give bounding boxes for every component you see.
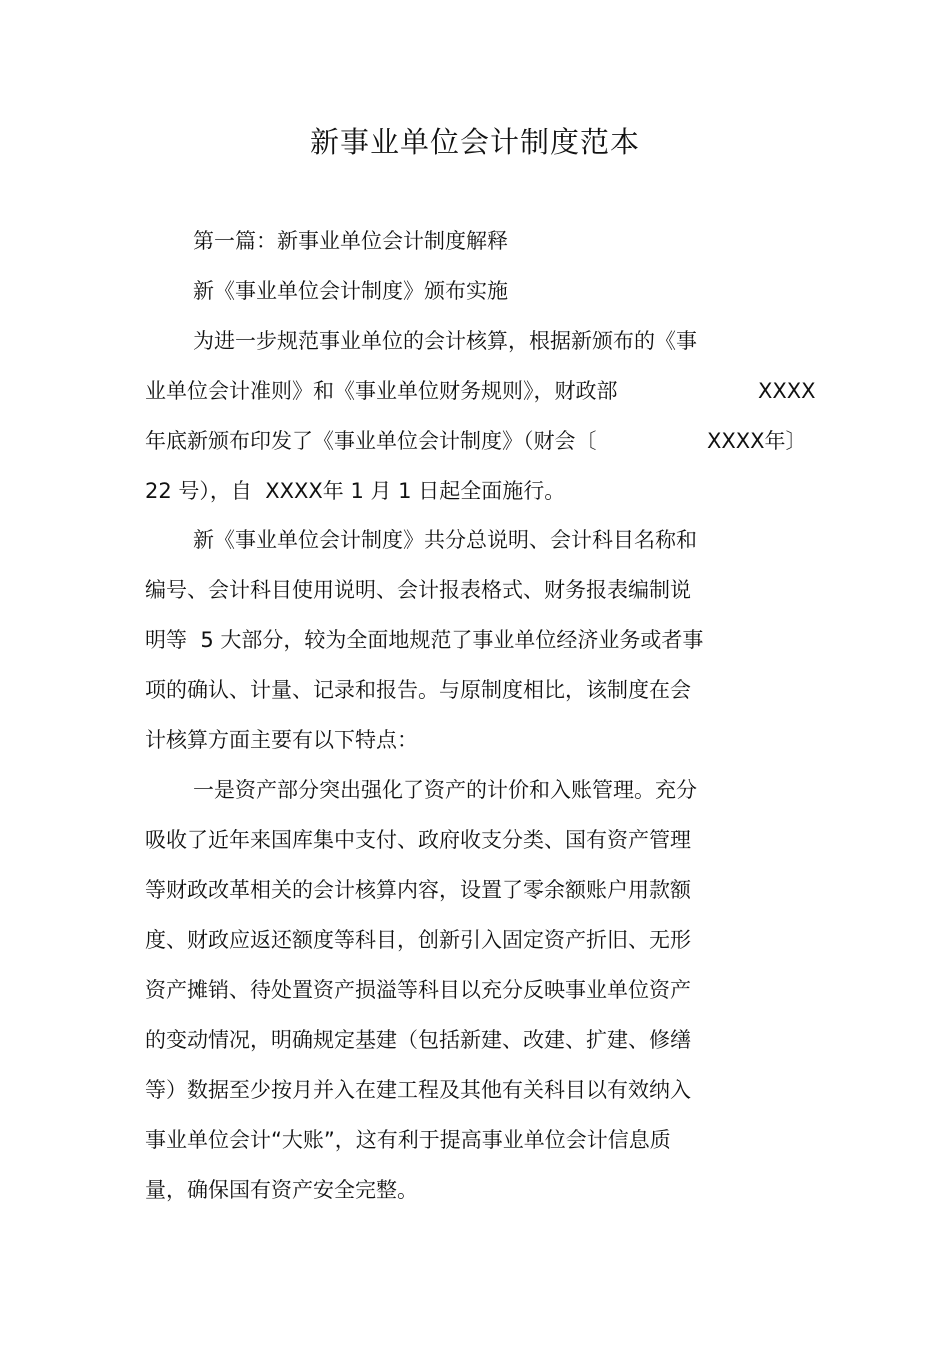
text-line: 新《事业单位会计制度》共分总说明、会计科目名称和 xyxy=(193,528,697,552)
text-line: 22 号），自 XXXX年 1 月 1 日起全面施行。 xyxy=(145,479,566,503)
text-line: 年底新颁布印发了《事业单位会计制度》（财会〔 xyxy=(145,429,597,453)
text-line: XXXX年〕 xyxy=(707,429,807,453)
text-line: 等）数据至少按月并入在建工程及其他有关科目以有效纳入 xyxy=(145,1078,691,1102)
document-title: 新事业单位会计制度范本 xyxy=(309,125,640,159)
text-line: 第一篇：新事业单位会计制度解释 xyxy=(193,229,508,253)
text-line: 为进一步规范事业单位的会计核算，根据新颁布的《事 xyxy=(193,329,697,353)
text-line: 事业单位会计“大账”，这有利于提高事业单位会计信息质 xyxy=(145,1128,671,1152)
text-line: 吸收了近年来国库集中支付、政府收支分类、国有资产管理 xyxy=(145,828,691,852)
text-line: 业单位会计准则》和《事业单位财务规则》，财政部 xyxy=(145,379,618,403)
text-line: 新《事业单位会计制度》颁布实施 xyxy=(193,279,508,303)
text-line: 度、财政应返还额度等科目，创新引入固定资产折旧、无形 xyxy=(145,928,691,952)
text-line: 项的确认、计量、记录和报告。与原制度相比，该制度在会 xyxy=(145,678,691,702)
text-line: 编号、会计科目使用说明、会计报表格式、财务报表编制说 xyxy=(145,578,691,602)
text-line: 一是资产部分突出强化了资产的计价和入账管理。充分 xyxy=(193,778,697,802)
text-line: 等财政改革相关的会计核算内容，设置了零余额账户用款额 xyxy=(145,878,691,902)
text-line: 资产摊销、待处置资产损溢等科目以充分反映事业单位资产 xyxy=(145,978,691,1002)
text-line: 计核算方面主要有以下特点： xyxy=(145,728,418,752)
text-line: XXXX xyxy=(758,379,816,403)
text-line: 的变动情况，明确规定基建（包括新建、改建、扩建、修缮 xyxy=(145,1028,691,1052)
text-line: 量，确保国有资产安全完整。 xyxy=(145,1178,418,1202)
text-line: 明等 5 大部分，较为全面地规范了事业单位经济业务或者事 xyxy=(145,628,704,652)
